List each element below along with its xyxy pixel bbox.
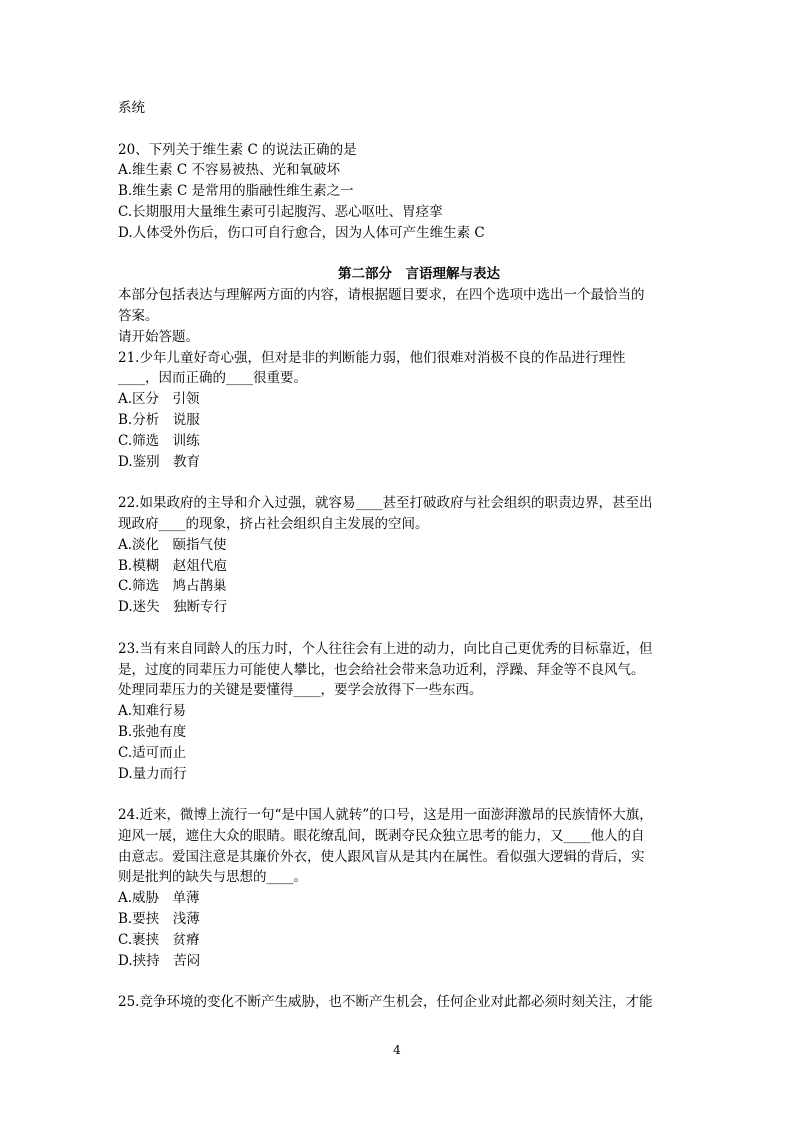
section-intro: 本部分包括表达与理解两方面的内容，请根据题目要求，在四个选项中选出一个最恰当的 xyxy=(118,287,645,304)
section-header xyxy=(118,264,680,347)
option-d: D.挟持 苦闷 xyxy=(118,952,201,969)
option-b: B.维生素 C 是常用的脂融性维生素之一 xyxy=(118,183,354,200)
spacer xyxy=(118,472,680,493)
spacer xyxy=(118,618,680,639)
question-stem-cont: 迎风一展，遮住大众的眼睛。眼花缭乱间，既剥夺民众独立思考的能力，又____他人的自 xyxy=(118,827,645,844)
option-b: B.模糊 赵俎代庖 xyxy=(118,557,227,574)
question-25 xyxy=(118,992,680,1013)
question-stem: 21.少年儿童好奇心强，但对是非的判断能力弱，他们很难对消极不良的作品进行理性 xyxy=(118,349,626,366)
question-stem: 25.竞争环境的变化不断产生威胁，也不断产生机会，任何企业对此都必须时刻关注，才能 xyxy=(118,994,653,1011)
option-a: A.区分 引领 xyxy=(118,391,200,408)
question-stem: 22.如果政府的主导和介入过强，就容易____甚至打破政府与社会组织的职责边界，甚至出 xyxy=(118,495,653,512)
page-content xyxy=(118,98,680,1013)
option-d: D.量力而行 xyxy=(118,765,187,782)
top-fragment: 系统 xyxy=(118,100,145,116)
question-22 xyxy=(118,493,680,618)
option-c: C.裹挟 贫瘠 xyxy=(118,931,200,948)
option-a: A.淡化 颐指气使 xyxy=(118,536,227,553)
question-stem-cont: 则是批判的缺失与思想的____。 xyxy=(118,869,307,886)
option-d: D.人体受外伤后，伤口可自行愈合，因为人体可产生维生素 C xyxy=(118,224,485,241)
question-stem-cont: ____，因而正确的____很重要。 xyxy=(118,370,307,387)
question-24 xyxy=(118,805,680,971)
question-stem: 20、下列关于维生素 C 的说法正确的是 xyxy=(118,141,357,158)
option-b: B.要挟 浅薄 xyxy=(118,911,200,928)
question-stem-cont: 现政府____的现象，挤占社会组织自主发展的空间。 xyxy=(118,515,429,532)
question-20 xyxy=(118,140,680,244)
option-b: B.张弛有度 xyxy=(118,723,187,740)
option-c: C.适可而止 xyxy=(118,744,187,761)
option-a: A.知难行易 xyxy=(118,703,187,720)
option-a: A.维生素 C 不容易被热、光和氧破坏 xyxy=(118,162,340,179)
question-stem: 24.近来，微博上流行一句“是中国人就转”的口号，这是用一面澎湃激昂的民族情怀大旗， xyxy=(118,807,653,824)
option-b: B.分析 说服 xyxy=(118,411,200,428)
option-c: C.长期服用大量维生素可引起腹泻、恶心呕吐、胃痉挛 xyxy=(118,203,443,220)
option-d: D.迷失 独断专行 xyxy=(118,599,228,616)
spacer xyxy=(118,784,680,805)
question-stem-cont: 是，过度的同辈压力可能使人攀比，也会给社会带来急功近利，浮躁、拜金等不良风气。 xyxy=(118,661,645,678)
option-d: D.鉴别 教育 xyxy=(118,453,201,470)
section-title: 第二部分 言语理解与表达 xyxy=(338,266,500,283)
option-c: C.筛选 训练 xyxy=(118,432,200,449)
question-stem: 23.当有来自同龄人的压力时，个人往往会有上进的动力，向比自己更优秀的目标靠近，但 xyxy=(118,640,653,657)
section-intro-cont: 答案。 xyxy=(118,307,159,324)
spacer xyxy=(118,244,680,265)
question-stem-cont: 由意志。爱国注意是其廉价外衣，使人跟风盲从是其内在属性。看似强大逻辑的背后，实 xyxy=(118,848,645,865)
question-stem-cont: 处理同辈压力的关键是要懂得____，要学会放得下一些东西。 xyxy=(118,682,483,699)
page-number: 4 xyxy=(393,1043,401,1057)
question-21 xyxy=(118,348,680,473)
section-start: 请开始答题。 xyxy=(118,328,199,345)
question-23 xyxy=(118,639,680,785)
spacer xyxy=(118,119,680,140)
option-a: A.威胁 单薄 xyxy=(118,890,200,907)
spacer xyxy=(118,971,680,992)
option-c: C.筛选 鸠占鹊巢 xyxy=(118,578,227,595)
